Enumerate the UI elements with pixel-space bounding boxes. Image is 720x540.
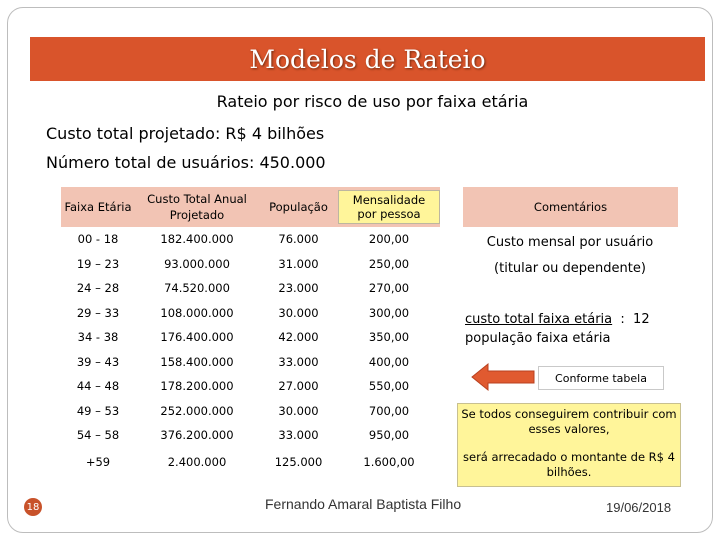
header-custo: Custo Total Anual Projetado: [135, 187, 259, 227]
cell-custo: 182.400.000: [160, 232, 234, 247]
comment-line-1: Custo mensal por usuário: [486, 235, 654, 250]
cell-custo: 178.200.000: [160, 379, 234, 394]
cell-populacao: 30.000: [278, 403, 319, 418]
header-faixa: Faixa Etária: [61, 187, 135, 227]
summary-box: [457, 403, 681, 487]
cell-mensalidade: 250,00: [368, 256, 410, 271]
cell-custo: 108.000.000: [160, 305, 234, 320]
cell-populacao: 23.000: [278, 281, 319, 296]
title-bar: [30, 37, 705, 81]
formula-text: [465, 310, 650, 348]
table-row: [61, 350, 440, 375]
cell-mensalidade: 1.600,00: [363, 454, 415, 469]
cell-faixa: 19 – 23: [76, 256, 120, 271]
table-row: [61, 252, 440, 277]
cell-faixa: 44 – 48: [76, 379, 120, 394]
cell-mensalidade: 200,00: [368, 232, 410, 247]
formula-numerator: custo total faixa etária: [465, 312, 613, 327]
cell-mensalidade: 350,00: [368, 330, 410, 345]
header-populacao: População: [259, 187, 338, 227]
rateio-table: [61, 187, 440, 476]
cell-mensalidade: 400,00: [368, 354, 410, 369]
cell-populacao: 31.000: [278, 256, 319, 271]
total-cost-text: Custo total projetado: R$ 4 bilhões: [46, 124, 325, 143]
cell-populacao: 27.000: [278, 379, 319, 394]
table-row: [61, 276, 440, 301]
cell-custo: 74.520.000: [164, 281, 230, 296]
cell-populacao: 33.000: [278, 428, 319, 443]
cell-mensalidade: 270,00: [368, 281, 410, 296]
cell-faixa: 29 – 33: [76, 305, 120, 320]
cell-mensalidade: 950,00: [368, 428, 410, 443]
formula-denominator: população faixa etária: [465, 331, 611, 346]
comment-line-2: (titular ou dependente): [494, 261, 646, 276]
left-arrow-icon: [470, 362, 538, 392]
cell-populacao: 42.000: [278, 330, 319, 345]
table-row: [61, 301, 440, 326]
table-row: [61, 399, 440, 424]
cell-mensalidade: 550,00: [368, 379, 410, 394]
cell-populacao: 76.000: [278, 232, 319, 247]
table-row: [61, 448, 440, 476]
formula-divisor: : 12: [612, 312, 650, 327]
cell-faixa: 54 – 58: [76, 428, 120, 443]
mensalidade-highlight: Mensalidade por pessoa: [338, 190, 440, 224]
slide-subtitle: Rateio por risco de uso por faixa etária: [216, 92, 529, 111]
summary-text-1: Se todos conseguirem contribuir com esses valores,: [461, 407, 677, 436]
cell-custo: 158.400.000: [160, 354, 234, 369]
conforme-tabela-box: Conforme tabela: [538, 366, 664, 390]
table-header-row: [61, 187, 440, 227]
cell-faixa: 00 - 18: [77, 232, 119, 247]
cell-custo: 252.000.000: [160, 403, 234, 418]
cell-faixa: 34 - 38: [77, 330, 119, 345]
cell-mensalidade: 300,00: [368, 305, 410, 320]
cell-faixa: 24 – 28: [76, 281, 120, 296]
slide-title: Modelos de Rateio: [249, 44, 486, 74]
cell-mensalidade: 700,00: [368, 403, 410, 418]
summary-text-2: será arrecadado o montante de R$ 4 bilhões.: [463, 450, 675, 479]
cell-populacao: 30.000: [278, 305, 319, 320]
table-row: [61, 227, 440, 252]
total-users-text: Número total de usuários: 450.000: [46, 153, 326, 172]
cell-custo: 176.400.000: [160, 330, 234, 345]
cell-faixa: +59: [85, 454, 111, 469]
header-mensalidade: [338, 187, 440, 227]
footer-author: Fernando Amaral Baptista Filho: [265, 496, 462, 512]
footer-date: 19/06/2018: [606, 500, 672, 515]
table-row: [61, 374, 440, 399]
cell-populacao: 33.000: [278, 354, 319, 369]
table-row: [61, 325, 440, 350]
cell-custo: 376.200.000: [160, 428, 234, 443]
cell-custo: 93.000.000: [164, 256, 230, 271]
cell-faixa: 49 – 53: [76, 403, 120, 418]
page-number: 18: [24, 498, 42, 516]
header-comentarios: Comentários: [463, 187, 678, 227]
cell-populacao: 125.000: [274, 454, 323, 469]
cell-custo: 2.400.000: [167, 454, 227, 469]
table-row: [61, 423, 440, 448]
cell-faixa: 39 – 43: [76, 354, 120, 369]
